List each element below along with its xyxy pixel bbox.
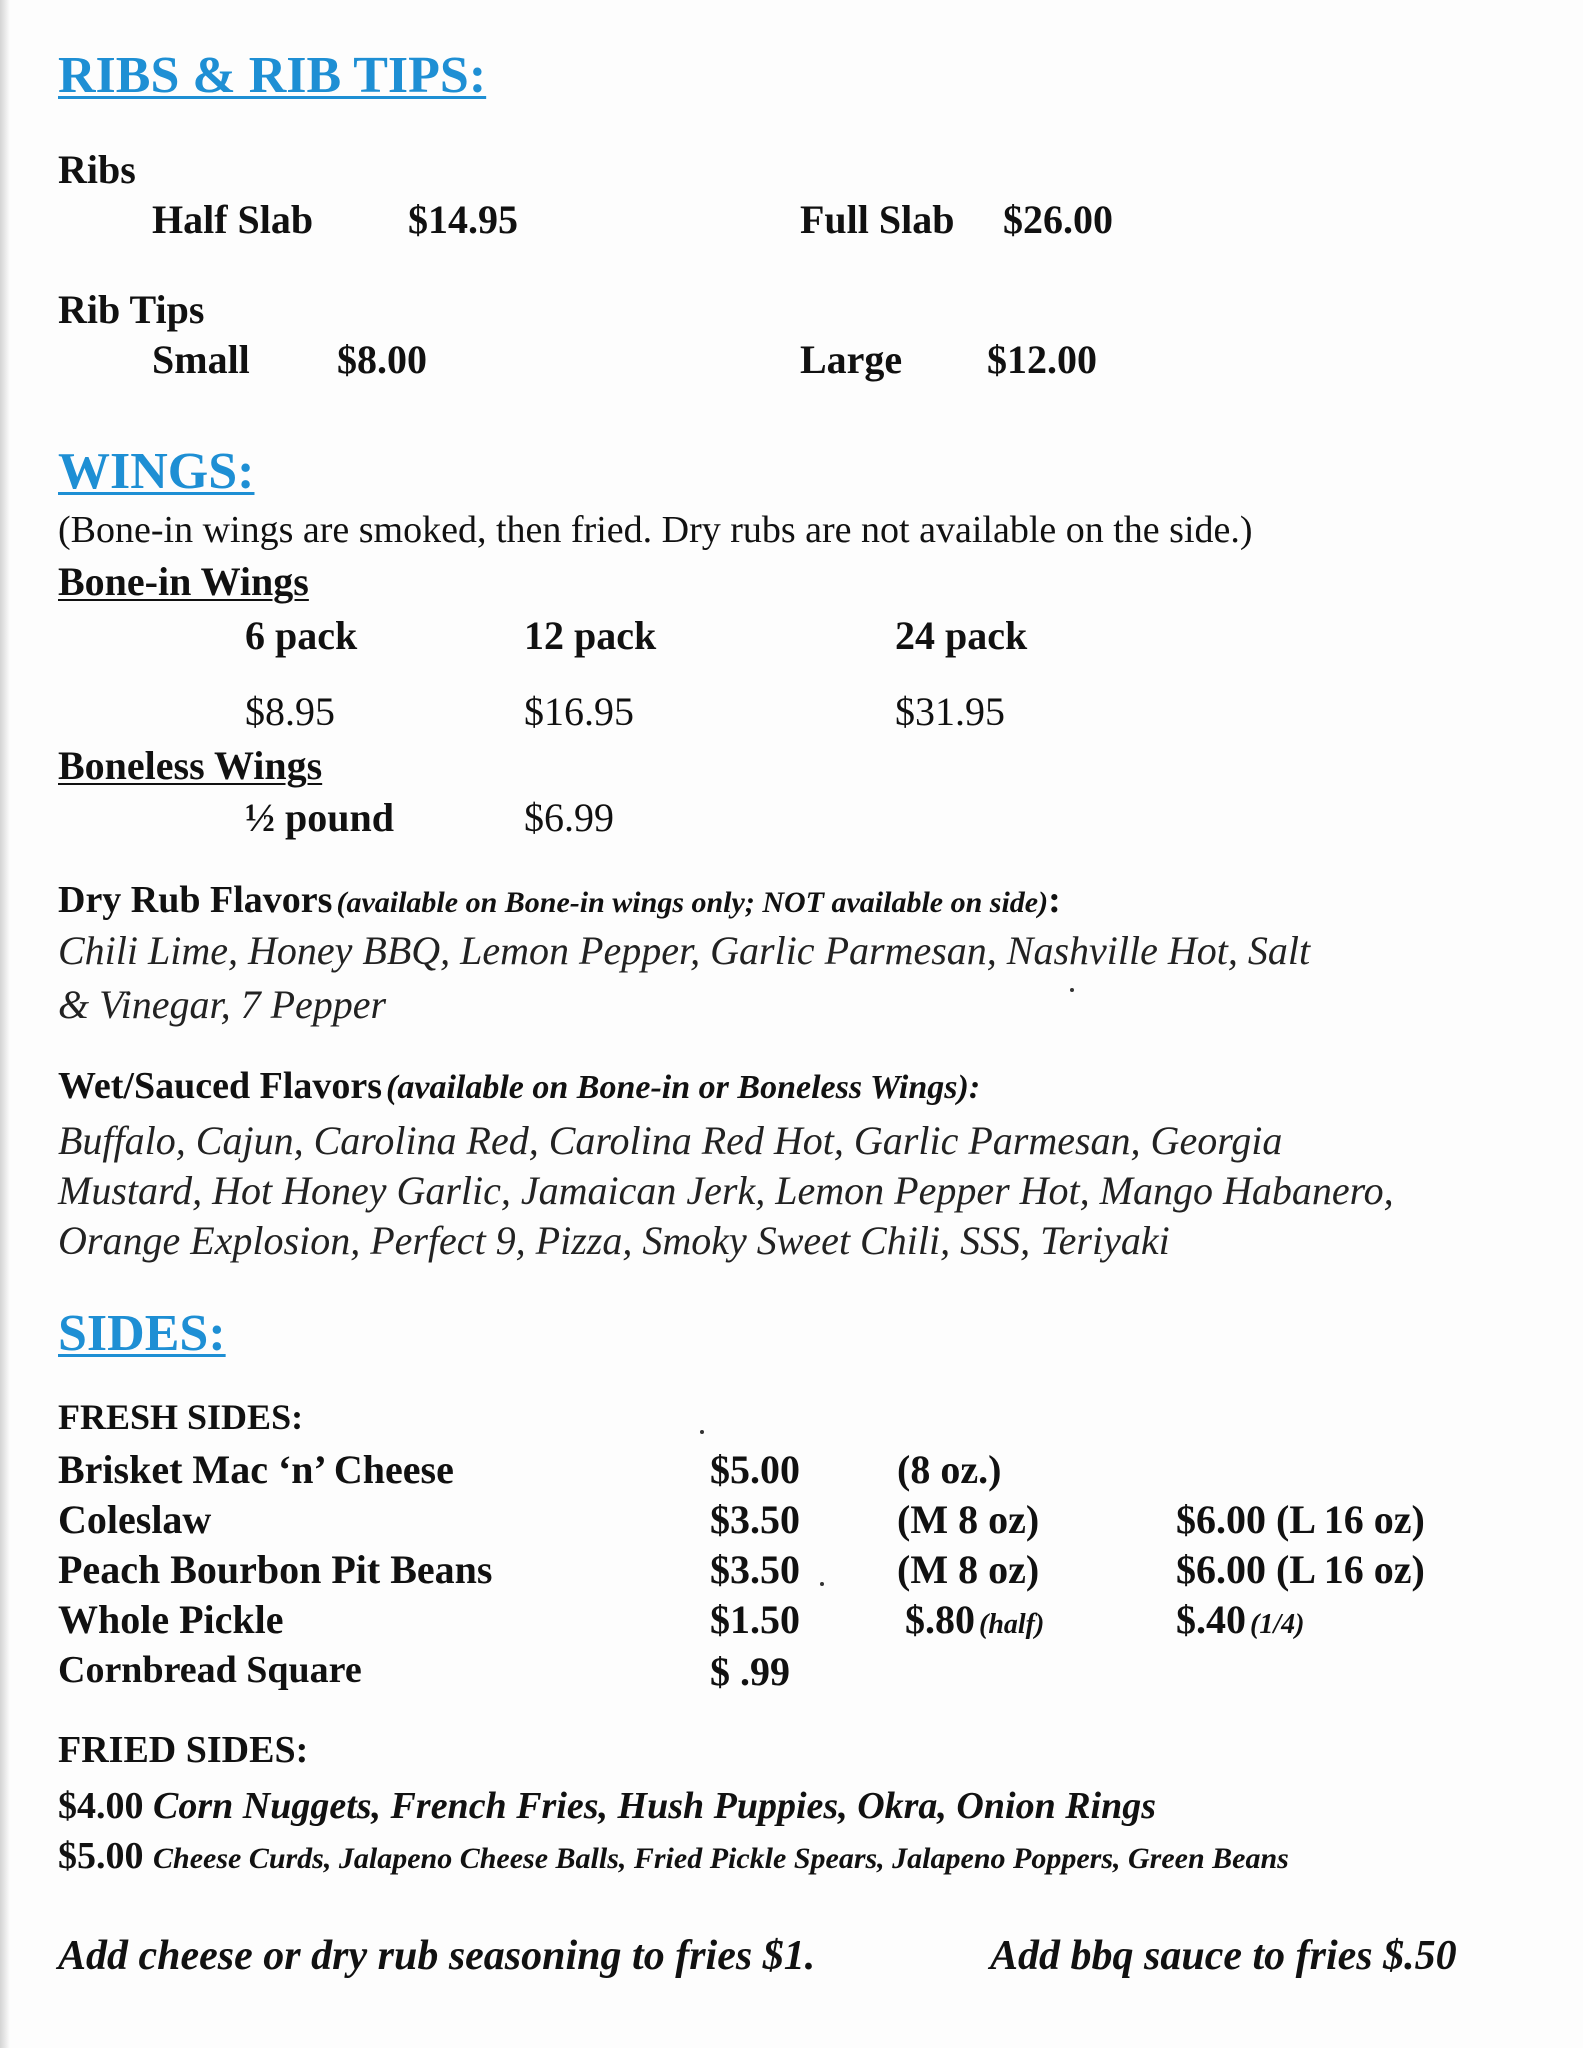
scan-speck bbox=[700, 1430, 704, 1434]
bone-in-wings-label: Bone-in Wings bbox=[58, 559, 309, 604]
wet-heading bbox=[58, 1064, 980, 1108]
boneless-price: $6.99 bbox=[524, 795, 614, 840]
fresh-side-price: $1.50 bbox=[710, 1597, 800, 1642]
fresh-side-size: (8 oz.) bbox=[897, 1447, 1002, 1492]
full-slab-price: $26.00 bbox=[1003, 197, 1113, 242]
rib-tips-large-label: Large bbox=[800, 337, 903, 382]
fried-row bbox=[58, 1834, 1289, 1878]
fried-items: Cheese Curds, Jalapeno Cheese Balls, Fried Pickle Spears, Jalapeno Poppers, Green Beans bbox=[153, 1842, 1289, 1875]
fried-price: $5.00 bbox=[58, 1835, 144, 1877]
pack-24-price: $31.95 bbox=[895, 689, 1005, 734]
ribs-section-title: RIBS & RIB TIPS: bbox=[58, 47, 487, 104]
pickle-half-price: $.80 bbox=[905, 1597, 975, 1642]
wet-note: (available on Bone-in or Boneless Wings): bbox=[386, 1069, 981, 1106]
rib-tips-label: Rib Tips bbox=[58, 287, 205, 332]
fresh-side-name: Peach Bourbon Pit Beans bbox=[58, 1547, 493, 1592]
wet-line-3: Orange Explosion, Perfect 9, Pizza, Smoky Sweet Chili, SSS, Teriyaki bbox=[58, 1218, 1170, 1263]
fresh-side-price: $ .99 bbox=[710, 1649, 790, 1694]
pickle-half-note: (half) bbox=[979, 1609, 1045, 1640]
rib-tips-small-label: Small bbox=[152, 337, 250, 382]
pack-6-price: $8.95 bbox=[245, 689, 335, 734]
dry-rub-label: Dry Rub Flavors bbox=[58, 879, 333, 921]
wet-line-2: Mustard, Hot Honey Garlic, Jamaican Jerk, Lemon Pepper Hot, Mango Habanero, bbox=[58, 1168, 1394, 1213]
pack-12-price: $16.95 bbox=[524, 689, 634, 734]
fried-row bbox=[58, 1784, 1156, 1828]
wet-line-1: Buffalo, Cajun, Carolina Red, Carolina Red Hot, Garlic Parmesan, Georgia bbox=[58, 1118, 1283, 1163]
wings-note: (Bone-in wings are smoked, then fried. Dry rubs are not available on the side.) bbox=[58, 509, 1253, 551]
pack-12-label: 12 pack bbox=[524, 613, 657, 658]
half-slab-label: Half Slab bbox=[152, 197, 314, 242]
pickle-quarter-note: (1/4) bbox=[1250, 1609, 1305, 1640]
scan-speck bbox=[820, 1582, 824, 1586]
ribs-label: Ribs bbox=[58, 147, 136, 192]
full-slab-label: Full Slab bbox=[800, 197, 955, 242]
dry-rub-line-2: & Vinegar, 7 Pepper bbox=[58, 982, 387, 1027]
fresh-side-price: $3.50 bbox=[710, 1497, 800, 1542]
half-slab-price: $14.95 bbox=[408, 197, 518, 242]
pickle-quarter bbox=[1176, 1596, 1304, 1643]
fresh-side-size: (M 8 oz) bbox=[897, 1547, 1040, 1592]
fried-items: Corn Nuggets, French Fries, Hush Puppies, Okra, Onion Rings bbox=[153, 1785, 1157, 1827]
pack-24-label: 24 pack bbox=[895, 613, 1028, 658]
fresh-side-price: $3.50 bbox=[710, 1547, 800, 1592]
rib-tips-small-price: $8.00 bbox=[337, 337, 427, 382]
fried-sides-label: FRIED SIDES: bbox=[58, 1729, 309, 1771]
pickle-quarter-price: $.40 bbox=[1176, 1597, 1246, 1642]
pack-6-label: 6 pack bbox=[245, 613, 358, 658]
fresh-side-price: $5.00 bbox=[710, 1447, 800, 1492]
scan-speck bbox=[1070, 988, 1074, 992]
sides-section-title: SIDES: bbox=[58, 1305, 226, 1362]
dry-rub-note: (available on Bone-in wings only; NOT available on side) bbox=[336, 886, 1049, 919]
pickle-half bbox=[905, 1596, 1044, 1643]
dry-rub-colon: : bbox=[1048, 879, 1061, 921]
rib-tips-large-price: $12.00 bbox=[987, 337, 1097, 382]
dry-rub-heading bbox=[58, 878, 1061, 922]
fresh-side-extra: $6.00 (L 16 oz) bbox=[1176, 1547, 1425, 1592]
boneless-size: ½ pound bbox=[245, 795, 394, 840]
fresh-side-name: Whole Pickle bbox=[58, 1597, 284, 1642]
fresh-side-size: (M 8 oz) bbox=[897, 1497, 1040, 1542]
fresh-side-name: Brisket Mac ‘n’ Cheese bbox=[58, 1447, 454, 1492]
boneless-wings-label: Boneless Wings bbox=[58, 743, 323, 788]
footer-cheese-note: Add cheese or dry rub seasoning to fries $1. bbox=[58, 1933, 816, 1979]
fresh-side-name: Coleslaw bbox=[58, 1497, 212, 1542]
footer-bbq-note: Add bbq sauce to fries $.50 bbox=[990, 1933, 1457, 1979]
fresh-side-name: Cornbread Square bbox=[58, 1649, 362, 1691]
fried-price: $4.00 bbox=[58, 1785, 144, 1827]
wet-label: Wet/Sauced Flavors bbox=[58, 1065, 383, 1107]
wings-section-title: WINGS: bbox=[58, 443, 255, 500]
fresh-side-extra: $6.00 (L 16 oz) bbox=[1176, 1497, 1425, 1542]
fresh-sides-label: FRESH SIDES: bbox=[58, 1397, 304, 1437]
dry-rub-line-1: Chili Lime, Honey BBQ, Lemon Pepper, Garlic Parmesan, Nashville Hot, Salt bbox=[58, 928, 1311, 973]
